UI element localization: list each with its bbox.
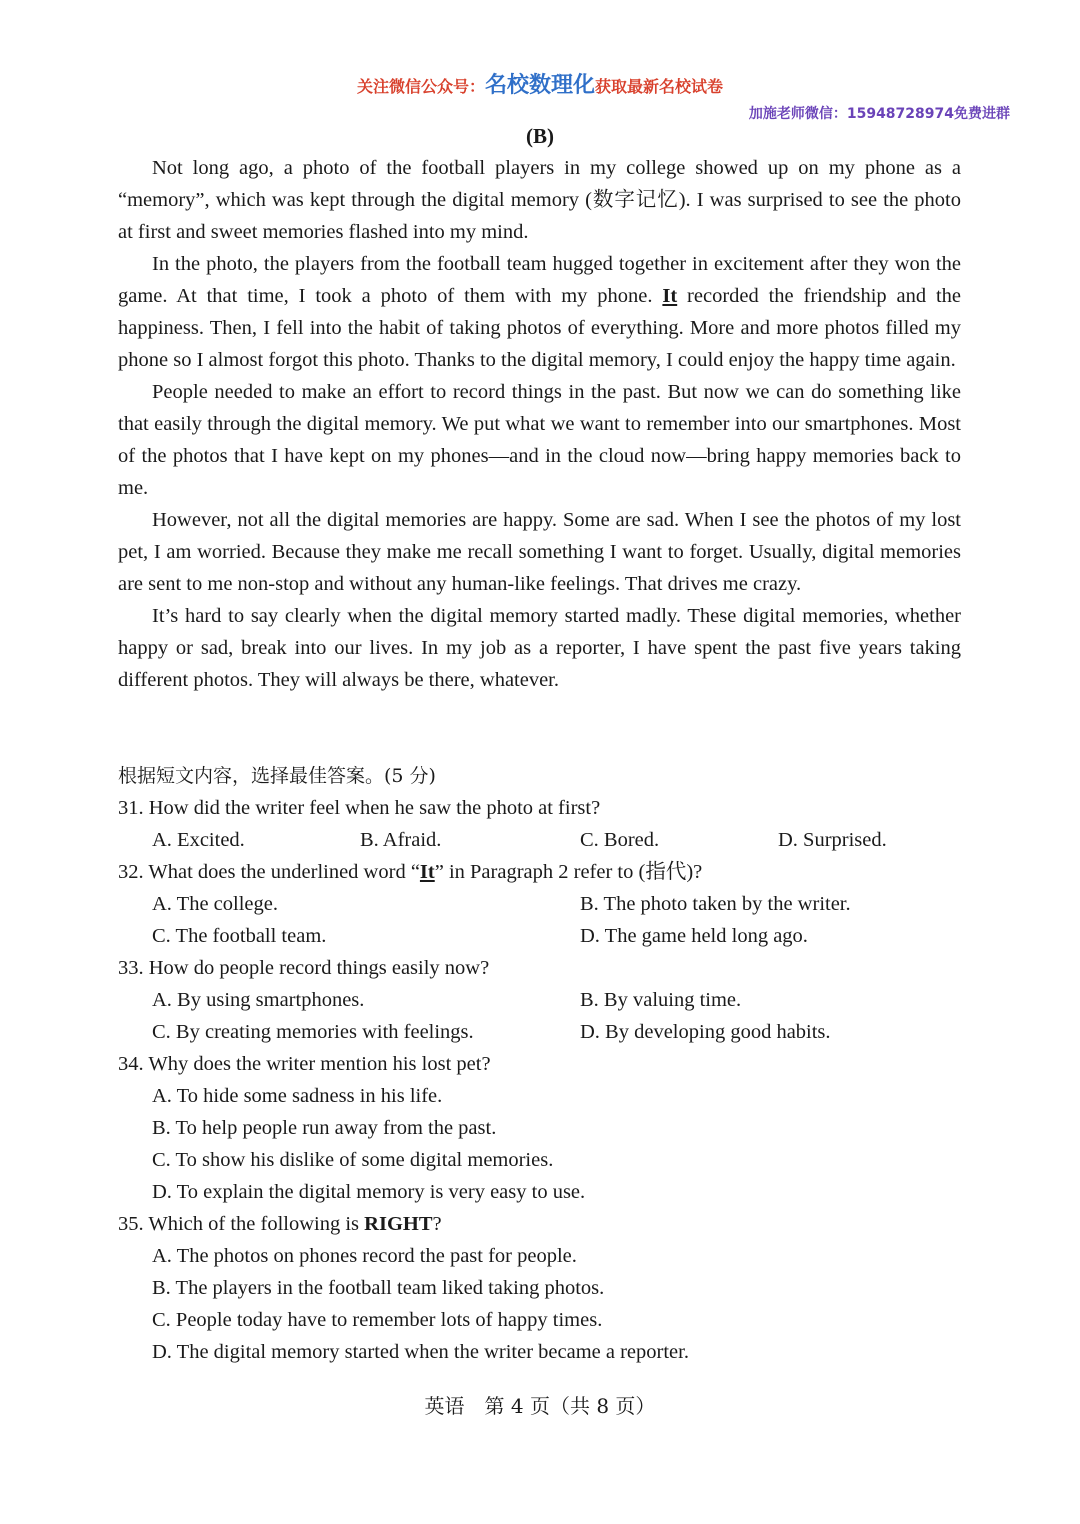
paragraph-2 bbox=[118, 248, 961, 376]
option-31-b: B. Afraid. bbox=[360, 829, 442, 851]
question-32-options-row-1 bbox=[118, 888, 961, 920]
option-33-b: B. By valuing time. bbox=[580, 989, 742, 1011]
paragraph-1: Not long ago, a photo of the football players in my college showed up on my phone as a “memory”, which was kept through the digital memory (数字记忆). I was surprised to see the photo at first and sweet memories flashed into my mind. bbox=[118, 157, 961, 243]
option-34-a: A. To hide some sadness in his life. bbox=[152, 1085, 443, 1107]
question-33-stem: 33. How do people record things easily now? bbox=[118, 957, 490, 979]
option-35-c: C. People today have to remember lots of happy times. bbox=[152, 1309, 603, 1331]
option-33-d: D. By developing good habits. bbox=[580, 1021, 831, 1043]
underlined-word: It bbox=[662, 285, 678, 307]
paragraph-2-before: In the photo, the players from the football team hugged together in excitement after they won the game. At that time, I took a photo of them with my phone. bbox=[118, 253, 961, 307]
option-34-d: D. To explain the digital memory is very easy to use. bbox=[152, 1181, 586, 1203]
question-32-stem-before: 32. What does the underlined word “ bbox=[118, 861, 420, 883]
option-32-d: D. The game held long ago. bbox=[580, 925, 808, 947]
option-35-a: A. The photos on phones record the past for people. bbox=[152, 1245, 577, 1267]
question-31-stem: 31. How did the writer feel when he saw the photo at first? bbox=[118, 797, 601, 819]
option-35-b: B. The players in the football team liked taking photos. bbox=[152, 1277, 605, 1299]
paragraph-3: People needed to make an effort to record things in the past. But now we can do something like that easily through the digital memory. We put what we want to remember into our smartphones. Most of the photos that I have kept on my phones—and in the cloud now—bring happy memories back to me. bbox=[118, 381, 961, 499]
watermark-brand: 名校数理化 bbox=[484, 73, 595, 98]
option-32-a: A. The college. bbox=[152, 893, 278, 915]
option-32-b: B. The photo taken by the writer. bbox=[580, 893, 851, 915]
watermark-prefix: 关注微信公众号： bbox=[356, 77, 485, 96]
option-31-c: C. Bored. bbox=[580, 829, 660, 851]
section-title: (B) bbox=[526, 124, 554, 148]
watermark-teacher-contact: 加施老师微信：15948728974免费进群 bbox=[748, 106, 1010, 122]
paragraph-4: However, not all the digital memories are happy. Some are sad. When I see the photos of my lost pet, I am worried. Because they make me recall something I want to forget. Usually, digital memories are sent to me non-stop and without any human-like feelings. That drives me crazy. bbox=[118, 509, 961, 595]
reading-passage bbox=[118, 152, 961, 696]
option-31-d: D. Surprised. bbox=[778, 829, 887, 851]
option-35-d: D. The digital memory started when the writer became a reporter. bbox=[152, 1341, 689, 1363]
question-35-bold-word: RIGHT bbox=[364, 1213, 433, 1235]
question-31-options bbox=[118, 824, 961, 856]
question-section bbox=[118, 760, 961, 1368]
option-33-c: C. By creating memories with feelings. bbox=[152, 1021, 474, 1043]
question-32-stem bbox=[118, 856, 961, 888]
option-33-a: A. By using smartphones. bbox=[152, 989, 365, 1011]
question-35-stem-after: ? bbox=[432, 1213, 442, 1235]
option-34-b: B. To help people run away from the past. bbox=[152, 1117, 497, 1139]
paragraph-5: It’s hard to say clearly when the digital memory started madly. These digital memories, whether happy or sad, break into our lives. In my job as a reporter, I have spent the past five years taking different photos. They will always be there, whatever. bbox=[118, 605, 961, 691]
instruction: 根据短文内容，选择最佳答案。(5 分) bbox=[118, 765, 436, 787]
watermark-suffix: 获取最新名校试卷 bbox=[595, 77, 724, 96]
watermark-wechat-account bbox=[0, 68, 1080, 99]
question-32-options-row-2 bbox=[118, 920, 961, 952]
question-35-stem-before: 35. Which of the following is bbox=[118, 1213, 365, 1235]
option-31-a: A. Excited. bbox=[152, 829, 245, 851]
question-35-stem bbox=[118, 1208, 961, 1240]
question-32-stem-after: ” in Paragraph 2 refer to (指代)? bbox=[434, 861, 703, 883]
question-34-stem: 34. Why does the writer mention his lost pet? bbox=[118, 1053, 491, 1075]
option-32-c: C. The football team. bbox=[152, 925, 327, 947]
question-32-underlined-word: It bbox=[419, 861, 435, 883]
paragraph-2-after: recorded the friendship and the happiness. Then, I fell into the habit of taking photos of everything. More and more photos filled my phone so I almost forgot this photo. Thanks to the digital memory, I could enjoy the happy time again. bbox=[118, 285, 961, 371]
option-34-c: C. To show his dislike of some digital memories. bbox=[152, 1149, 554, 1171]
page-footer: 英语 第 4 页（共 8 页） bbox=[424, 1394, 656, 1418]
question-33-options-row-2 bbox=[118, 1016, 961, 1048]
question-33-options-row-1 bbox=[118, 984, 961, 1016]
